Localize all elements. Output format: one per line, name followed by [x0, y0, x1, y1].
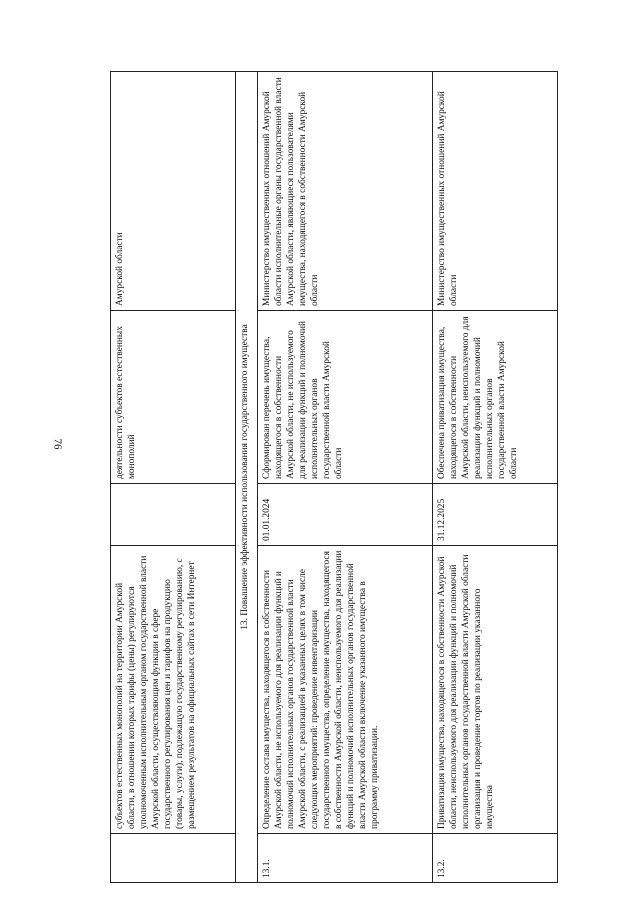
rotated-table-wrapper: [110, 77, 558, 883]
cell-measure-13-2: Приватизация имущества, находящегося в собственности Амурской области, неиспользуемого для реализации функций и полномочий исполнительных органов государственной власти Амурской области организация и проведение торгов по реализации указанного имущества: [432, 546, 557, 834]
cell-num-13-2: 13.2.: [432, 834, 557, 883]
cell-measure-continuation: субъектов естественных монополий на территории Амурской области, в отношении которых тарифы (цены) регулируются уполномоченным исполнительным органом государственной власти Амурской области, осуществляющим функции в сфере государственного регулирования цен и тарифов на продукцию (товары, услуги), подлежащую государственному регулированию, с размещением результатов на официальных сайтах в сети Интернет: [111, 546, 236, 834]
cell-date-13-1: 01.01.2024: [258, 484, 433, 546]
cell-num-13-1: 13.1.: [258, 834, 433, 883]
cell-num-empty: [111, 834, 236, 883]
cell-result-13-2: Обеспечена приватизация имущества, находящегося в собственности Амурской области, неиспользуемого для реализации функций и полномочий исполнительных органов государственной власти Амурской области: [432, 311, 557, 484]
cell-executor-continuation: Амурской области: [111, 72, 236, 311]
page-number: 76: [51, 438, 64, 450]
cell-executor-13-2: Министерство имущественных отношений Амурской области: [432, 72, 557, 311]
table-row-section: [236, 72, 258, 883]
table-row-13-1: [258, 72, 433, 883]
section-heading: 13. Повышение эффективности использования государственного имущества: [236, 72, 258, 883]
table-row-13-2: [432, 72, 557, 883]
cell-measure-13-1: Определение состава имущества, находящегося в собственности Амурской области, не используемого для реализации функций и полномочий исполнительных органов государственной власти Амурской области, с реализацией в указанных целях в том числе следующих мероприятий: проведение инвентаризации государственного имущества, определение имущества, находящегося в собственности Амурской области, неиспользуемого для реализации функций и полномочий исполнительных органов государственной власти Амурской области включение указанного имущества в программу приватизации.: [258, 546, 433, 834]
cell-executor-13-1: Министерство имущественных отношений Амурской области исполнительные органы государственной власти Амурской области, являющиеся пользователями имущества, находящегося в собственности Амурской области: [258, 72, 433, 311]
cell-date-empty: [111, 484, 236, 546]
cell-result-continuation: деятельности субъектов естественных монополий: [111, 311, 236, 484]
cell-result-13-1: Сформирован перечень имущества, находящегося в собственности Амурской области, не используемого для реализации функций и полномочий исполнительных органов государственной власти Амурской области: [258, 311, 433, 484]
cell-date-13-2: 31.12.2025: [432, 484, 557, 546]
table-row-continuation: [111, 72, 236, 883]
measures-table: [110, 71, 558, 883]
